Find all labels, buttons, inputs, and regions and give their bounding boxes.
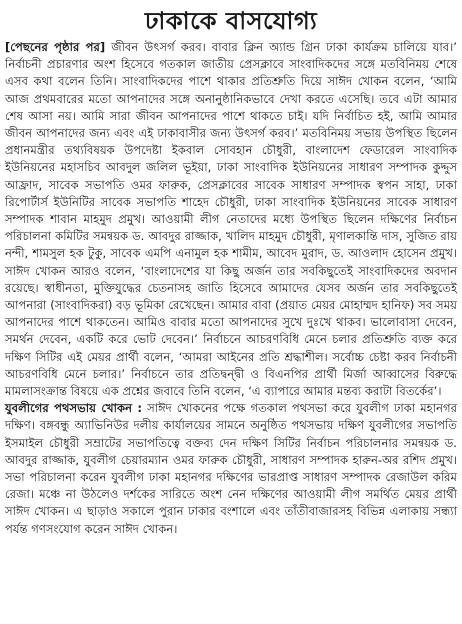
continued-from-label: [পেছনের পৃষ্ঠার পর] xyxy=(5,40,106,54)
paragraph-2 xyxy=(5,400,457,538)
subheading: যুবলীগের পথসভায় খোকন : xyxy=(5,401,143,416)
paragraph-1-text: জীবন উৎসর্গ করব। বাবার ক্লিন অ্যান্ড গ্রিন ঢাকা কার্যক্রম চালিয়ে যাব।’ নির্বাচনী প্রচারণার অংশ হিসেবে গতকাল জাতীয় প্রেসক্লাবে সাংবাদিকদের সঙ্গে মতবিনিময় শেষে এসব কথা বলেন তিনি। সাংবাদিকদের পাশে থাকার প্রতিশ্রুতি দিয়ে সাঈদ খোকন বলেন, ‘আমি আজ প্রথমবারের মতো আপনাদের সঙ্গে অনানুষ্ঠানিকভাবে দেখা করতে এসেছি। তবে এটা আমার শেষ আসা নয়। আমি সারা জীবন আপনাদের পাশে থাকতে চাই। যদি নির্বাচিত হই, আমি আমার জীবন আপনাদের জন্য এবং এই ঢাকাবাসীর জন্য উৎসর্গ করব।’ মতবিনিময় সভায় উপস্থিত ছিলেন প্রধানমন্ত্রীর তথ্যবিষয়ক উপদেষ্টা ইকবাল সোবহান চৌধুরী, বাংলাদেশ ফেডারেল সাংবাদিক ইউনিয়নের মহাসচিব আবদুল জলিল ভূইয়া, ঢাকা সাংবাদিক ইউনিয়নের সাধারণ সম্পাদক কুদ্দুস আফ্রাদ, সাবেক সভাপতি ওমর ফারুক, প্রেসক্লাবের সাবেক সাধারণ সম্পাদক স্বপন সাহা, ঢাকা রিপোর্টার্স ইউনিটির সাবেক সভাপতি শাহেদ চৌধুরী, ঢাকা সাংবাদিক ইউনিয়নের সাবেক সাধারণ সম্পাদক শাবান মাহমুদ প্রমুখ। আওয়ামী লীগ নেতাদের মধ্যে উপস্থিত ছিলেন দক্ষিণের নির্বাচন পরিচালনা কমিটির সমন্বয়ক ড. আবদুর রাজ্জাক, খালিদ মাহমুদ চৌধুরী, মৃণালকান্তি দাস, সুজিত রায় নন্দী, শামসুল হক টুকু, সাবেক এমপি এনামুল হক শামীম, আবেদ মুরাদ, ড. আওলাদ হোসেন প্রমুখ। সাঈদ খোকন আরও বলেন, ‘বাংলাদেশের যা কিছু অর্জন তার সবকিছুতেই সাংবাদিকদের অবদান রয়েছে। স্বাধীনতা, মুক্তিযুদ্ধের চেতনাসহ জাতি হিসেবে আমাদের যেসব অর্জন তার সবকিছুতেই আপনারা (সাংবাদিকরা) বড় ভূমিকা রেখেছেন। আমার বাবা (প্রয়াত মেয়র মোহাম্মদ হানিফ) সব সময় আপনাদের পাশে থাকতেন। আমিও বাবার মতো আপনাদের সুখে দুঃখে থাকব। ভালোবাসা দেবেন, সমর্থন দেবেন, একটি করে ভোট দেবেন।’ নির্বাচনে আচরণবিধি মেনে চলার প্রতিশ্রুতি ব্যক্ত করে দক্ষিণ সিটির এই মেয়র প্রার্থী বলেন, ‘আমরা আইনের প্রতি শ্রদ্ধাশীল। সর্বোচ্চ চেষ্টা করব নির্বাচনী আচরণবিধি মেনে চলার।’ নির্বাচনে তার প্রতিদ্বন্দ্বী ও বিএনপির প্রার্থী মির্জা আব্বাসের বিরুদ্ধে মামলাসংক্রান্ত বিষয়ে এক প্রশ্নের জবাবে তিনি বলেন, ‘এ ব্যাপারে আমার মন্তব্য করাটা বিতর্কের’। xyxy=(5,40,457,399)
paragraph-2-text: সাঈদ খোকনের পক্ষে গতকাল পথসভা করে যুবলীগ ঢাকা মহানগর দক্ষিণ। বঙ্গবন্ধু অ্যাভিনিউর দলীয় কার্যালয়ের সামনে অনুষ্ঠিত পথসভায় দক্ষিণ যুবলীগের সভাপতি ইসমাইল চৌধুরী সম্রাটের সভাপতিত্বে বক্তব্য দেন দক্ষিণ সিটির নির্বাচন পরিচালনার সমন্বয়ক ড. আবদুর রাজ্জাক, যুবলীগ চেয়ারম্যান ওমর ফারুক চৌধুরী, সাধারণ সম্পাদক হারুন-অর রশিদ প্রমুখ। সভা পরিচালনা করেন যুবলীগ ঢাকা মহানগর দক্ষিণের ভারপ্রাপ্ত সাধারণ সম্পাদক রেজাউল করিম রেজা। মঞ্চে না উঠলেও দর্শকের সারিতে অংশ নেন দক্ষিণের আওয়ামী লীগ সমর্থিত মেয়র প্রার্থী সাঈদ খোকন। এ ছাড়াও সকালে পুরান ঢাকার বংশালে এবং তাঁতীবাজারসহ বিভিন্ন এলাকায় সন্ধ্যা পর্যন্ত গণসংযোগ করেন সাঈদ খোকন। xyxy=(5,401,458,536)
article-body xyxy=(0,39,462,538)
paragraph-1 xyxy=(5,39,457,400)
headline: ঢাকাকে বাসযোগ্য xyxy=(144,7,318,35)
